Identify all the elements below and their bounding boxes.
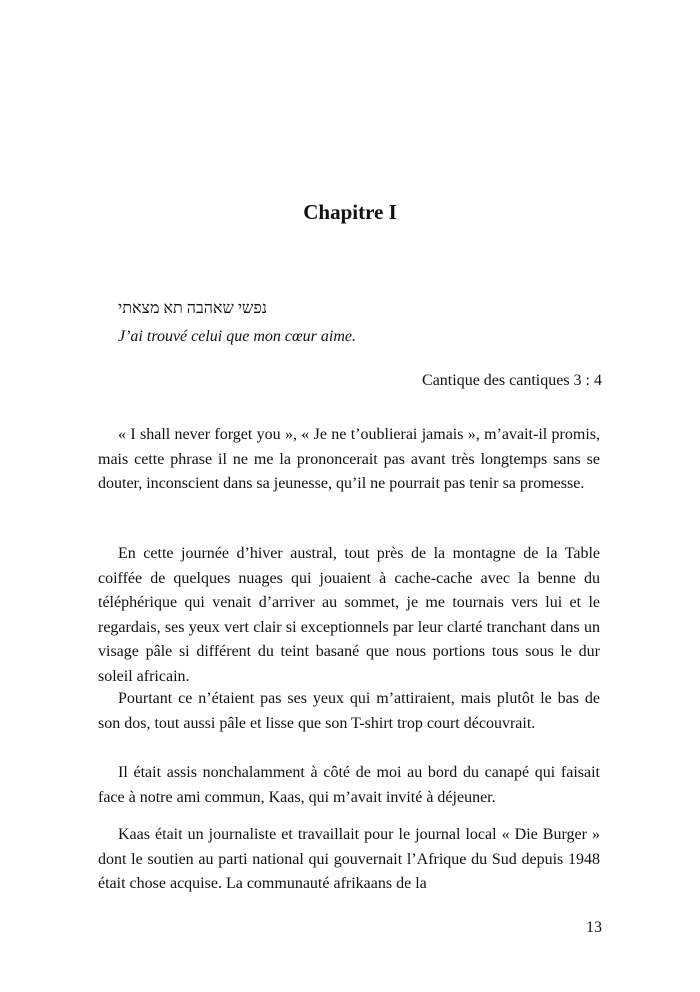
paragraph: Il était assis nonchalamment à côté de moi au bord du canapé qui faisait face à notre ami commun, Kaas, qui m’avait invité à déjeuner. xyxy=(98,764,600,806)
paragraph: Kaas était un journaliste et travaillait pour le journal local « Die Burger » dont le soutien au parti national qui gouvernait l’Afrique du Sud depuis 1948 était chose acquise. La communauté afrikaans de la xyxy=(98,826,600,892)
epigraph-hebrew-text: נפשי שאהבה תא מצאתי xyxy=(118,300,267,317)
epigraph-french: J’ai trouvé celui que mon cœur aime. xyxy=(118,328,357,345)
epigraph-attribution: Cantique des cantiques 3 : 4 xyxy=(422,372,602,389)
epigraph-hebrew xyxy=(118,298,267,320)
paragraph: « I shall never forget you », « Je ne t’oublierai jamais », m’avait-il promis, mais cette phrase il ne me la prononcerait pas avant très longtemps sans se douter, inconscient dans sa jeunesse, qu’il ne pourrait pas tenir sa promesse. xyxy=(98,426,600,492)
page-number: 13 xyxy=(586,919,602,936)
paragraph: En cette journée d’hiver austral, tout près de la montagne de la Table coiffée de quelques nuages qui jouaient à cache-cache avec la benne du téléphérique qui venait d’arriver au sommet, je me tournais vers lui et le regardais, ses yeux vert clair si exceptionnels par leur clarté tranchant dans un visage pâle si différent du teint basané que nous portions tous sous le dur soleil africain. xyxy=(98,545,600,685)
chapter-title: Chapitre I xyxy=(303,200,397,224)
paragraph: Pourtant ce n’étaient pas ses yeux qui m’attiraient, mais plutôt le bas de son dos, tout aussi pâle et lisse que son T-shirt trop court découvrait. xyxy=(98,690,600,732)
